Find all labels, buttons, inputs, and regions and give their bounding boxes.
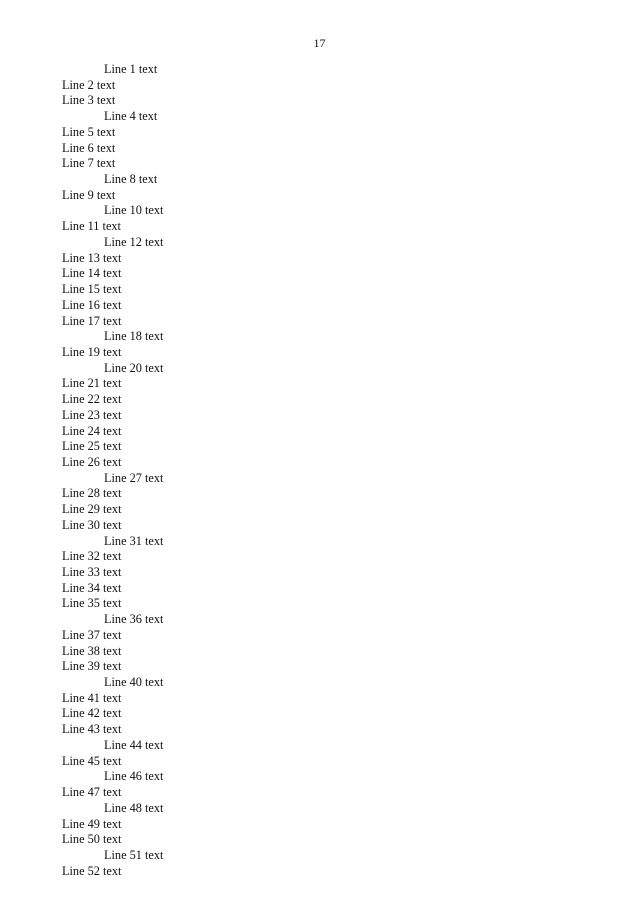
text-line: Line 37 text [62, 627, 122, 642]
text-line: Line 21 text [62, 376, 122, 391]
text-line: Line 22 text [62, 392, 122, 407]
text-line: Line 10 text [104, 203, 164, 218]
text-line: Line 49 text [62, 816, 122, 831]
text-line: Line 12 text [104, 234, 164, 249]
text-line: Line 48 text [104, 800, 164, 815]
text-line: Line 3 text [62, 93, 116, 108]
text-line: Line 16 text [62, 297, 122, 312]
text-line: Line 9 text [62, 187, 116, 202]
text-line: Line 27 text [104, 470, 164, 485]
text-line: Line 25 text [62, 439, 122, 454]
text-line: Line 14 text [62, 266, 122, 281]
text-line: Line 7 text [62, 156, 116, 171]
text-line: Line 4 text [104, 109, 158, 124]
text-line: Line 18 text [104, 329, 164, 344]
text-line: Line 38 text [62, 643, 122, 658]
text-line: Line 20 text [104, 360, 164, 375]
text-line: Line 42 text [62, 706, 122, 721]
text-line: Line 1 text [104, 62, 158, 76]
text-line: Line 30 text [62, 517, 122, 532]
text-line: Line 44 text [104, 737, 164, 752]
text-line: Line 33 text [62, 565, 122, 579]
text-line: Line 13 text [62, 250, 122, 265]
text-line: Line 50 text [62, 832, 122, 847]
text-line: Line 2 text [62, 77, 116, 92]
text-line: Line 41 text [62, 690, 122, 705]
text-line: Line 15 text [62, 282, 122, 297]
text-line: Line 40 text [104, 675, 164, 690]
text-line: Line 46 text [104, 769, 164, 784]
text-line: Line 34 text [62, 580, 122, 595]
text-line: Line 47 text [62, 785, 122, 800]
text-line: Line 24 text [62, 423, 122, 438]
body-text [62, 62, 597, 879]
text-line: Line 29 text [62, 502, 122, 517]
text-line: Line 26 text [62, 454, 122, 469]
text-line: Line 45 text [62, 753, 122, 768]
text-line: Line 6 text [62, 140, 116, 155]
text-line: Line 36 text [104, 612, 164, 627]
text-line: Line 23 text [62, 407, 122, 422]
text-line: Line 35 text [62, 596, 122, 611]
text-line: Line 51 text [104, 847, 164, 862]
text-line: Line 5 text [62, 124, 116, 139]
text-line: Line 39 text [62, 659, 122, 674]
text-line: Line 17 text [62, 313, 122, 328]
text-line: Line 32 text [62, 549, 122, 564]
text-line: Line 19 text [62, 344, 122, 359]
text-line: Line 52 text [62, 863, 122, 878]
page-number: 17 [313, 36, 326, 50]
text-line: Line 28 text [62, 486, 122, 501]
text-line: Line 31 text [104, 533, 164, 548]
text-line: Line 8 text [104, 172, 158, 187]
text-line: Line 11 text [62, 219, 121, 234]
text-line: Line 43 text [62, 722, 122, 737]
